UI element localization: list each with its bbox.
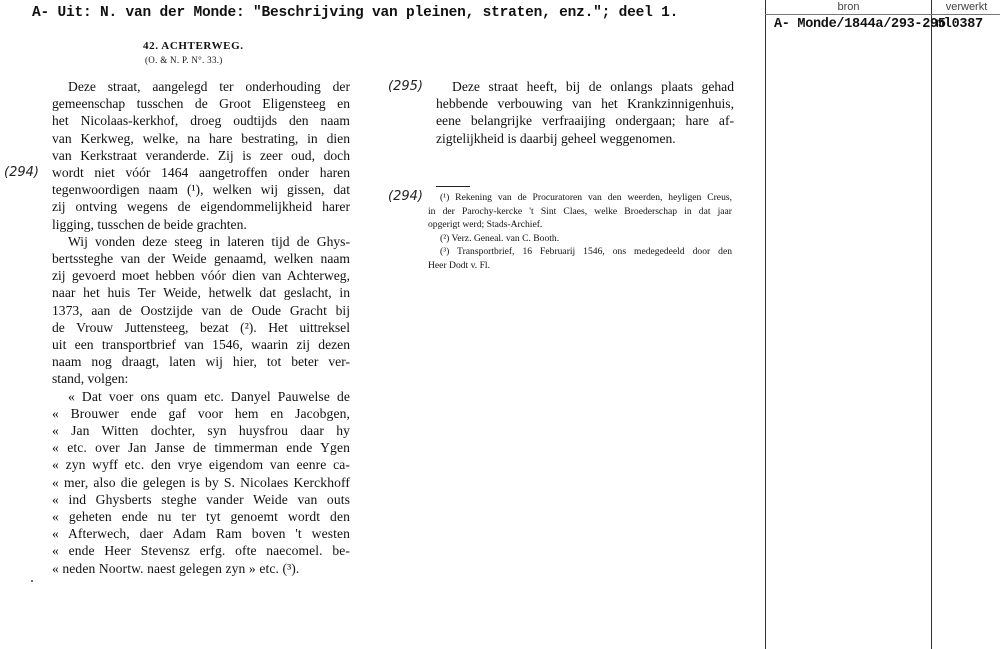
text-line: eene belangrijke verfraaijing ondergaan; hare af- [436, 113, 734, 129]
text-line: wordt niet vóór 1464 aangetroffen onder haren [52, 165, 350, 181]
text-line: het Nicolaas-kerkhof, droeg oudtijds den naam [52, 113, 350, 129]
footnote-line: in der Parochy-kercke 't Sint Claes, welke Broederschap in dat jaar [428, 205, 732, 217]
quote-line: « Afterwech, daer Adam Ram boven 't westen [52, 526, 350, 542]
text-line: uit een transportbrief van 1546, waarin zij dezen [52, 337, 350, 353]
footnote-line: (²) Verz. Geneal. van C. Booth. [440, 232, 560, 244]
text-line: Wij vonden deze steeg in lateren tijd de Ghys- [68, 233, 350, 249]
quote-line: « neden Noortw. naest gelegen zyn » etc. (³). [52, 560, 300, 576]
scan-speck [31, 580, 33, 582]
column-divider [931, 0, 932, 649]
text-line: zij ontving wegens de eigendommelijkheid harer [52, 199, 350, 215]
quote-line: « Brouwer ende gaf voor hem en Jacobgen, [52, 405, 350, 421]
metadata-panel [765, 0, 1000, 649]
right-column [436, 78, 734, 147]
quote-line: « Jan Witten dochter, syn huysfrou daar hy [52, 423, 350, 439]
footnote-line: Heer Dodt v. Fl. [428, 259, 490, 271]
text-line: stand, volgen: [52, 371, 129, 387]
text-line: de Vrouw Juttensteeg, bezat (²). Het uittreksel [52, 319, 350, 335]
footnote-line: (¹) Rekening van de Procuratoren van den weerden, heyligen Creus, [440, 192, 732, 203]
margin-page-note: (294) [388, 189, 423, 204]
footnote-line: (³) Transportbrief, 16 Februarij 1546, ons medegedeeld door den [440, 246, 732, 258]
text-line: 1373, aan de Oostzijde van de Oude Gracht bij [52, 302, 350, 318]
left-column [52, 78, 350, 577]
quote-line: « Dat voer ons quam etc. Danyel Pauwelse de [68, 388, 350, 404]
margin-page-note: (294) [4, 165, 39, 180]
footnote-divider [436, 186, 470, 187]
paragraph-1 [52, 78, 350, 233]
text-line: zij gevoerd moet hebben vóór dien van Achterweg, [52, 268, 350, 284]
text-line: van Kerkweg, welke, na hare bestrating, in dien [52, 130, 350, 146]
column-header-bron: bron [837, 1, 860, 13]
margin-page-note: (295) [388, 79, 423, 94]
text-line: Deze straat, aangelegd ter onderhouding der [68, 79, 350, 94]
footnote-line: opgerigt werd; Stads-Archief. [428, 219, 543, 231]
text-line: bertssteghe van der Weide genaamd, welken naam [52, 251, 350, 267]
quote-line: « mer, also die gelegen is by S. Nicolaes Kerckhoff [52, 474, 350, 490]
text-line: gemeenschap tusschen de Groot Eligensteeg en [52, 96, 350, 112]
panel-divider [765, 0, 766, 649]
text-line: naar het huis Ter Weide, hetwelk dat geslacht, in [52, 285, 350, 301]
source-header: A- Uit: N. van der Monde: "Beschrijving van pleinen, straten, enz."; deel 1. [32, 5, 679, 21]
text-line: van Kerkstraat veranderde. Zij is zeer oud, doch [52, 147, 350, 163]
quote-line: « geheten ende nu ter tyt genoemt wordt den [52, 509, 350, 525]
text-line: zigtelijkheid is daarbij geheel weggenomen. [436, 130, 676, 146]
quote-line: « ind Ghysberts steghe vander Weide van outs [52, 491, 350, 507]
entry-reference: (O. & N. P. N°. 33.) [145, 55, 223, 65]
text-line: ligging, tusschen de beide grachten. [52, 216, 247, 232]
text-line: Deze straat heeft, bij de onlangs plaats gehad [452, 79, 734, 94]
header-divider [765, 14, 1000, 15]
verwerkt-value: ml0387 [936, 17, 983, 32]
quote-line: « zyn wyff etc. den vrye eigendom van eenre ca- [52, 457, 350, 473]
text-line: tegenwoordigen naam (¹), welken wij gissen, dat [52, 182, 350, 198]
text-line: naam nog draagt, laten wij hier, tot beter ver- [52, 354, 350, 370]
quoted-transport-letter [52, 388, 350, 577]
footnotes [428, 191, 732, 273]
quote-line: « ende Heer Stevensz erfg. ofte naecomel. be- [52, 543, 350, 559]
paragraph-2 [52, 233, 350, 388]
bron-value: A- Monde/1844a/293-295 [774, 17, 946, 32]
entry-title: 42. ACHTERWEG. [143, 40, 244, 52]
text-line: hebbende verbouwing van het Krankzinnigenhuis, [436, 96, 734, 112]
quote-line: « etc. over Jan Janse de timmerman ende Ygen [52, 440, 350, 456]
column-header-verwerkt: verwerkt [945, 1, 988, 13]
